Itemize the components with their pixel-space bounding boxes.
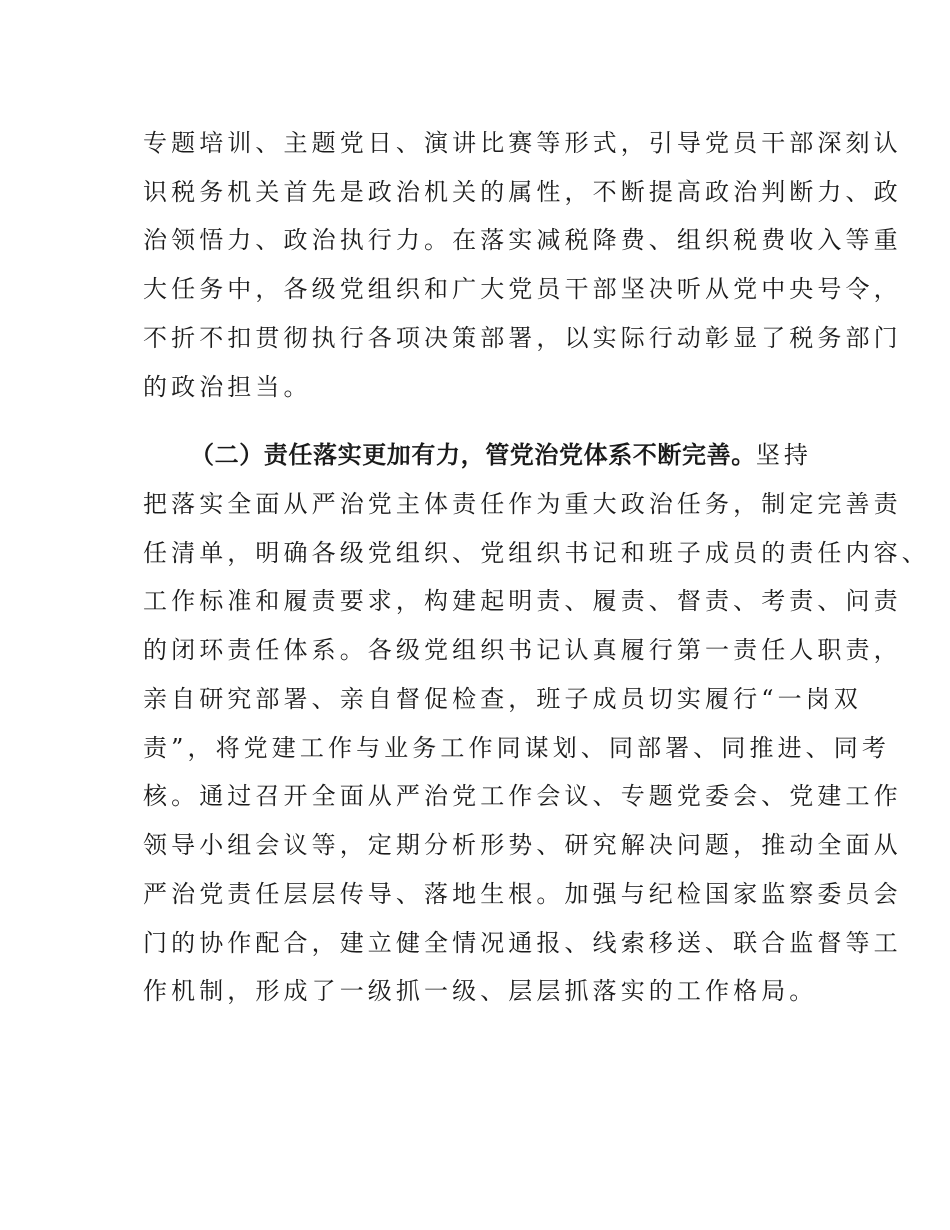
text-line: 不折不扣贯彻执行各项决策部署，以实际行动彰显了税务部门: [143, 324, 902, 352]
section-heading: （二）责任落实更加有力，管党治党体系不断完善。: [190, 441, 756, 469]
text-line: 治领悟力、政治执行力。在落实减税降费、组织税费收入等重: [143, 226, 902, 254]
text-line: 任清单，明确各级党组织、党组织书记和班子成员的责任内容、: [143, 539, 930, 567]
text-line: 门的协作配合，建立健全情况通报、线索移送、联合监督等工: [143, 929, 902, 957]
heading-continuation: 坚持: [755, 441, 813, 469]
text-line: 专题培训、主题党日、演讲比赛等形式，引导党员干部深刻认: [143, 129, 902, 157]
text-line: 作机制，形成了一级抓一级、层层抓落实的工作格局。: [143, 977, 818, 1005]
text-line: 核。通过召开全面从严治党工作会议、专题党委会、党建工作: [143, 782, 902, 810]
text-line: 工作标准和履责要求，构建起明责、履责、督责、考责、问责: [143, 587, 902, 615]
text-line: 识税务机关首先是政治机关的属性，不断提高政治判断力、政: [143, 178, 902, 206]
text-line: [190, 440, 812, 470]
text-line: 把落实全面从严治党主体责任作为重大政治任务，制定完善责: [143, 490, 902, 518]
text-line: 的政治担当。: [143, 373, 312, 401]
text-line: 责”，将党建工作与业务工作同谋划、同部署、同推进、同考: [143, 734, 890, 762]
text-line: 领导小组会议等，定期分析形势、研究解决问题，推动全面从: [143, 831, 902, 859]
text-line: 亲自研究部署、亲自督促检查，班子成员切实履行“一岗双: [143, 685, 862, 713]
text-line: 大任务中，各级党组织和广大党员干部坚决听从党中央号令，: [143, 275, 902, 303]
text-line: 的闭环责任体系。各级党组织书记认真履行第一责任人职责，: [143, 636, 902, 664]
text-line: 严治党责任层层传导、落地生根。加强与纪检国家监察委员会: [143, 880, 902, 908]
